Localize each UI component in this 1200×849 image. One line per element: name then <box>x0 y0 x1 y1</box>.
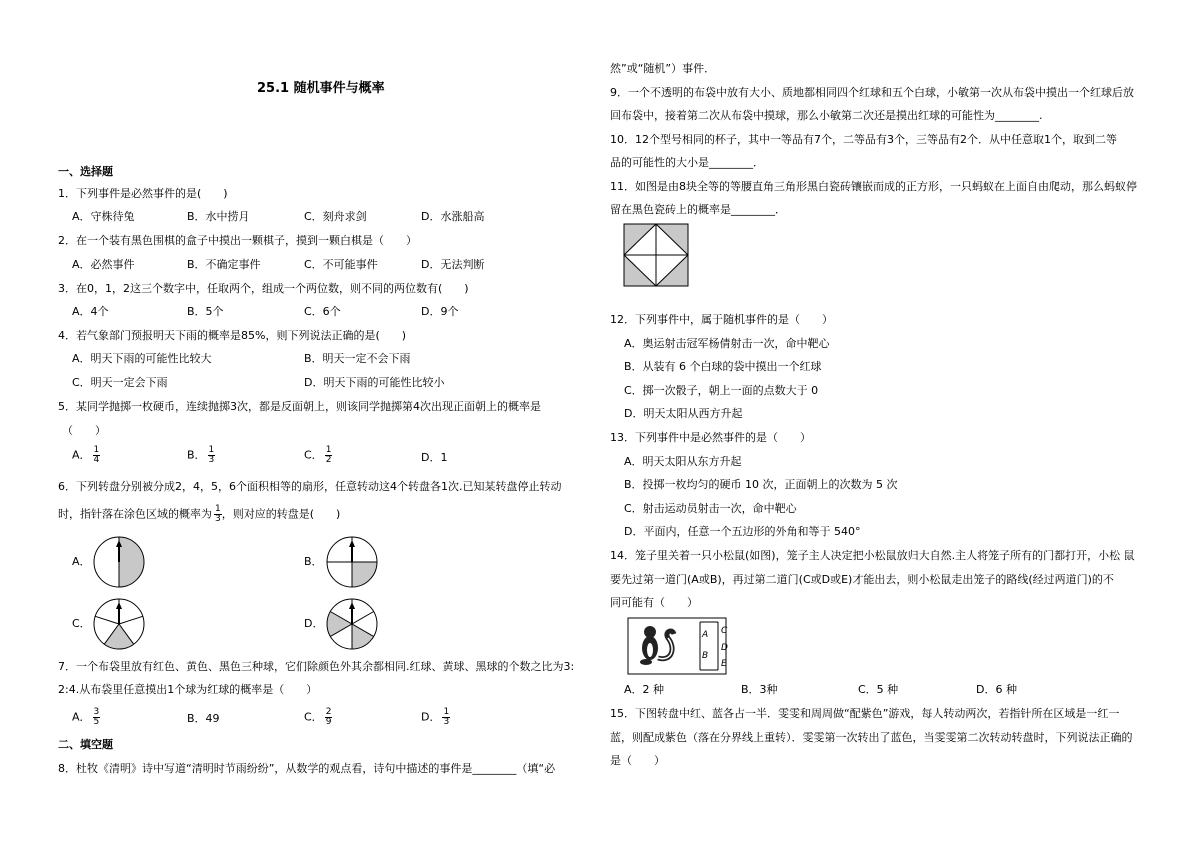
question-5-line-2: （ ） <box>62 424 106 437</box>
spinner-a-diagram <box>92 535 146 589</box>
question-14-option-c: C．5 种 <box>858 683 899 696</box>
question-4-option-d: D．明天下雨的可能性比较小 <box>304 376 445 389</box>
section-multiple-choice: 一、选择题 <box>58 165 113 178</box>
question-6-option-b-label: B． <box>304 555 323 568</box>
question-3-option-c: C．6个 <box>304 305 341 318</box>
question-11-line-2: 留在黑色瓷砖上的概率是________． <box>610 203 786 216</box>
door-label-e: E <box>721 659 727 669</box>
question-3-option-a: A．4个 <box>72 305 109 318</box>
question-1-stem: 1．下列事件是必然事件的是( ) <box>58 187 228 200</box>
question-5-line-1: 5．某同学抛掷一枚硬币，连续抛掷3次，都是反面朝上，则该同学抛掷第4次出现正面朝上的概率是 <box>58 400 541 413</box>
door-label-d: D <box>721 643 728 653</box>
question-2-stem: 2．在一个装有黑色围棋的盒子中摸出一颗棋子，摸到一颗白棋是（ ） <box>58 234 417 247</box>
question-8-line-2: 然”或“随机”）事件． <box>610 62 716 75</box>
squirrel-cage-diagram <box>628 618 726 674</box>
question-5-option-c: C． $\frac{1}{2}$ <box>304 445 332 465</box>
question-5-option-b: B． $\frac{1}{3}$ <box>187 445 215 465</box>
question-12-option-c: C．掷一次骰子，朝上一面的点数大于 0 <box>624 384 819 397</box>
question-1-option-a: A．守株待兔 <box>72 210 135 223</box>
question-14-option-a: A．2 种 <box>624 683 665 696</box>
question-8-line-1: 8．杜牧《清明》诗中写道“清明时节雨纷纷”，从数学的观点看，诗句中描述的事件是________（填“必 <box>58 762 556 775</box>
question-14-line-2: 要先过第一道门(A或B)，再过第二道门(C或D或E)才能出去，则小松鼠走出笼子的路线(经过两道门)的不 <box>610 573 1114 586</box>
question-2-option-a: A．必然事件 <box>72 258 135 271</box>
page-title: 25.1 随机事件与概率 <box>257 81 385 96</box>
section-fill-in: 二、填空题 <box>58 738 113 751</box>
question-4-option-a: A．明天下雨的可能性比较大 <box>72 352 212 365</box>
question-13-stem: 13．下列事件中是必然事件的是（ ） <box>610 431 811 444</box>
question-7-option-a: A． $\frac{3}{5}$ <box>72 707 100 727</box>
question-2-option-b: B．不确定事件 <box>187 258 261 271</box>
question-7-line-1: 7．一个布袋里放有红色、黄色、黑色三种球，它们除颜色外其余都相同.红球、黄球、黑球的个数之比为3: <box>58 660 575 673</box>
question-15-line-2: 蓝，则配成紫色（落在分界线上重转）．雯雯第一次转出了蓝色，当雯雯第二次转动转盘时，下列说法正确的 <box>610 731 1133 744</box>
question-12-stem: 12．下列事件中，属于随机事件的是（ ） <box>610 313 833 326</box>
question-6-option-d-label: D． <box>304 617 324 630</box>
question-13-option-d: D．平面内，任意一个五边形的外角和等于 540° <box>624 525 861 538</box>
question-1-option-d: D．水涨船高 <box>421 210 485 223</box>
question-5-option-d: D．1 <box>421 451 448 464</box>
question-12-option-a: A．奥运射击冠军杨倩射击一次，命中靶心 <box>624 337 830 350</box>
spinner-d-diagram <box>325 597 379 651</box>
question-6-line-2: 时，指针落在涂色区域的概率为 $\frac{1}{3}$ ，则对应的转盘是( ) <box>58 504 341 524</box>
door-label-c: C <box>721 626 728 636</box>
question-7-option-d: D． $\frac{1}{3}$ <box>421 707 450 727</box>
question-6-option-c-label: C． <box>72 617 91 630</box>
question-9-line-1: 9．一个不透明的布袋中放有大小、质地都相同四个红球和五个白球，小敏第一次从布袋中摸出一个红球后放 <box>610 86 1134 99</box>
question-5-option-a: A． $\frac{1}{4}$ <box>72 445 100 465</box>
question-7-line-2: 2:4.从布袋里任意摸出1个球为红球的概率是（ ） <box>58 683 318 696</box>
question-3-stem: 3．在0，1，2这三个数字中，任取两个，组成一个两位数，则不同的两位数有( ) <box>58 282 469 295</box>
question-3-option-d: D．9个 <box>421 305 459 318</box>
question-4-stem: 4．若气象部门预报明天下雨的概率是85%，则下列说法正确的是( ) <box>58 329 407 342</box>
question-2-option-d: D．无法判断 <box>421 258 485 271</box>
question-3-option-b: B．5个 <box>187 305 224 318</box>
spinner-b-diagram <box>325 535 379 589</box>
door-label-b: B <box>702 651 709 661</box>
question-2-option-c: C．不可能事件 <box>304 258 378 271</box>
question-12-option-d: D．明天太阳从西方升起 <box>624 407 743 420</box>
question-13-option-a: A．明天太阳从东方升起 <box>624 455 742 468</box>
question-14-option-d: D．6 种 <box>976 683 1017 696</box>
question-14-option-b: B．3种 <box>741 683 778 696</box>
question-12-option-b: B．从装有 6 个白球的袋中摸出一个红球 <box>624 360 822 373</box>
question-11-line-1: 11．如图是由8块全等的等腰直角三角形黑白瓷砖镶嵌而成的正方形，一只蚂蚁在上面自由爬动，那么蚂蚁停 <box>610 180 1137 193</box>
question-7-option-b: B．49 <box>187 712 220 725</box>
question-10-line-2: 品的可能性的大小是________． <box>610 156 764 169</box>
question-14-line-1: 14．笼子里关着一只小松鼠(如图)，笼子主人决定把小松鼠放归大自然.主人将笼子所有的门都打开，小松 鼠 <box>610 549 1135 562</box>
question-6-line-1: 6．下列转盘分别被分成2，4，5，6个面积相等的扇形，任意转动这4个转盘各1次.已知某转盘停止转动 <box>58 480 562 493</box>
question-15-line-3: 是（ ） <box>610 754 665 767</box>
tile-square-diagram <box>624 224 688 286</box>
question-13-option-b: B．投掷一枚均匀的硬币 10 次，正面朝上的次数为 5 次 <box>624 478 898 491</box>
door-label-a: A <box>702 630 709 640</box>
spinner-c-diagram <box>92 597 146 651</box>
question-15-line-1: 15．下图转盘中红、蓝各占一半．雯雯和周周做“配紫色”游戏，每人转动两次，若指针所在区域是一红一 <box>610 707 1120 720</box>
question-14-line-3: 同可能有（ ） <box>610 596 698 609</box>
question-1-option-b: B．水中捞月 <box>187 210 250 223</box>
question-13-option-c: C．射击运动员射击一次，命中靶心 <box>624 502 797 515</box>
question-7-option-c: C． $\frac{2}{9}$ <box>304 707 332 727</box>
question-1-option-c: C．刻舟求剑 <box>304 210 367 223</box>
question-9-line-2: 回布袋中，接着第二次从布袋中摸球，那么小敏第二次还是摸出红球的可能性为________. <box>610 109 1043 122</box>
question-6-option-a-label: A． <box>72 555 91 568</box>
question-10-line-1: 10．12个型号相同的杯子，其中一等品有7个，二等品有3个，三等品有2个．从中任意取1个，取到二等 <box>610 133 1117 146</box>
question-4-option-b: B．明天一定不会下雨 <box>304 352 411 365</box>
question-4-option-c: C．明天一定会下雨 <box>72 376 168 389</box>
